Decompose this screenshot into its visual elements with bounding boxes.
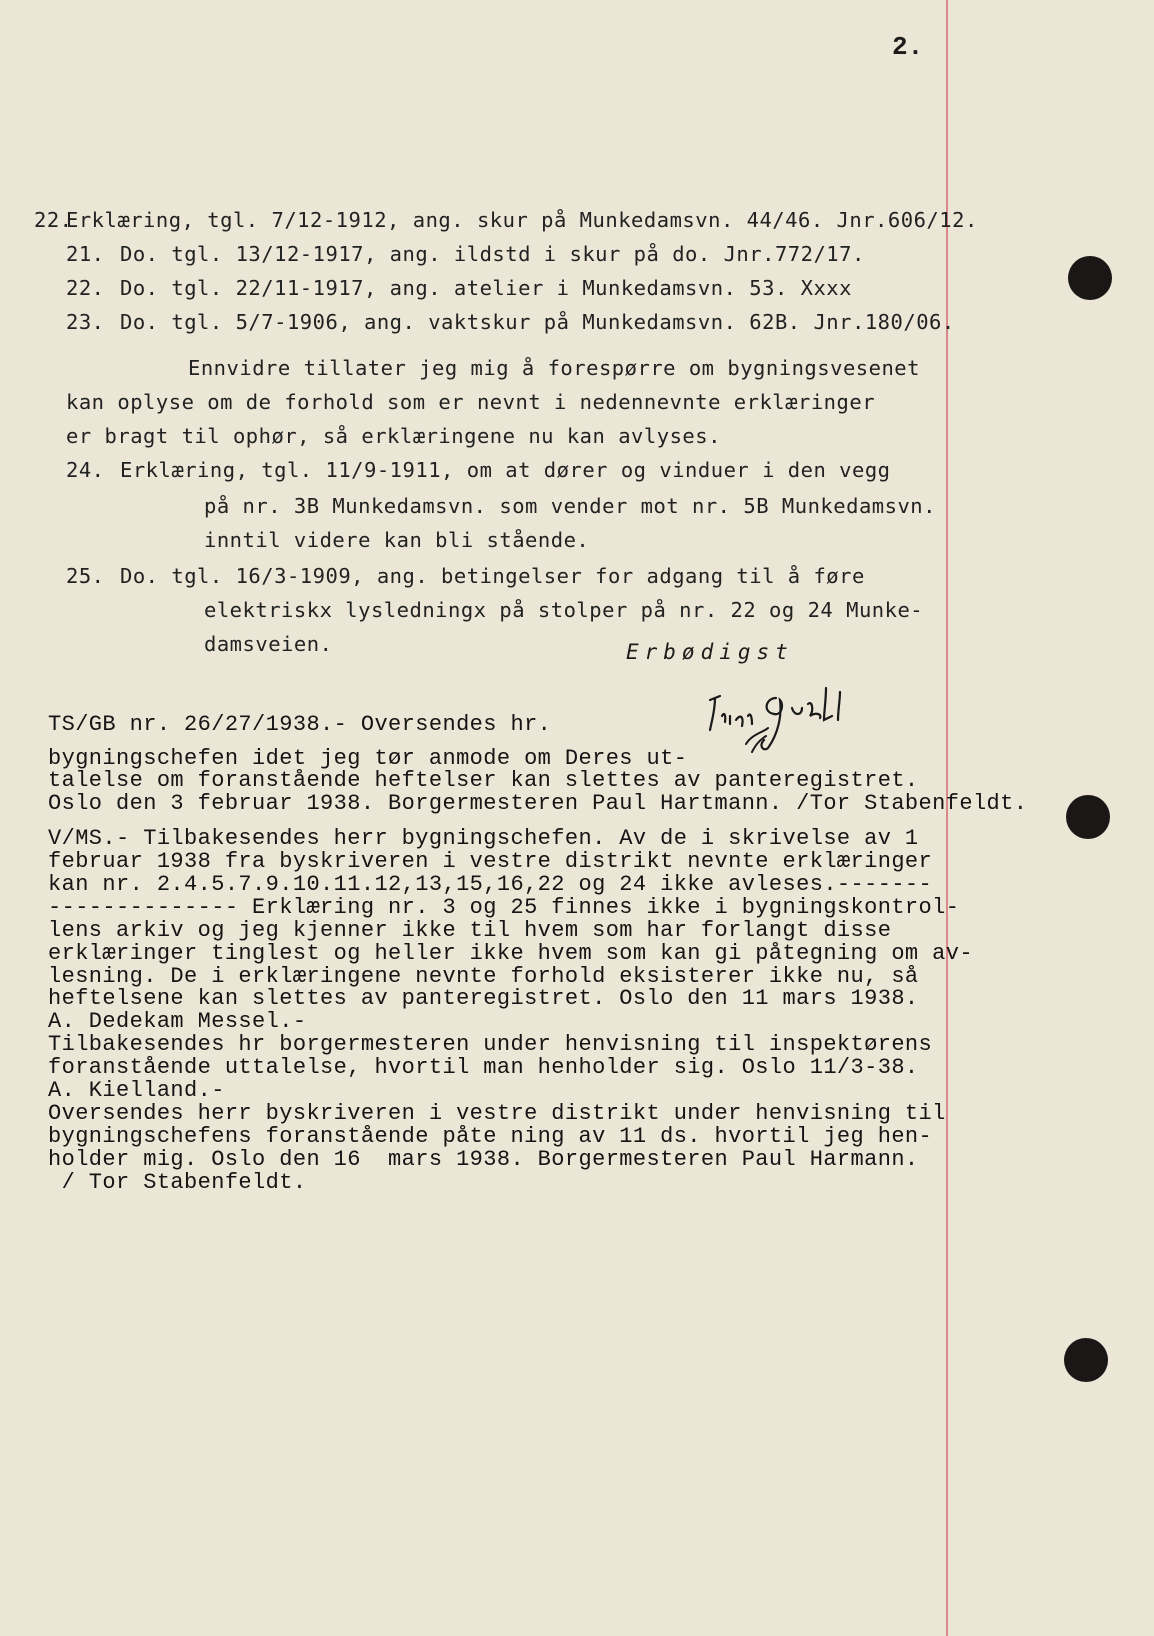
stamp-line: holder mig. Oslo den 16 mars 1938. Borgermesteren Paul Harmann. [48,1147,919,1172]
entry-line: Erklæring, tgl. 11/9-1911, om at dører og vinduer i den vegg [120,458,891,482]
entry-label: 22. [34,208,73,232]
stamp-line: Tilbakesendes hr borgermesteren under henvisning til inspektørens [48,1032,933,1057]
margin-rule [946,0,948,1636]
entry-line: elektriskx lysledningx på stolper på nr. 22 og 24 Munke- [204,598,924,622]
entry-line: Do. tgl. 16/3-1909, ang. betingelser for adgang til å føre [120,564,865,588]
paragraph-line: kan oplyse om de forhold som er nevnt i nedennevnte erklæringer [66,390,876,414]
stamp-line: heftelsene kan slettes av panteregistret. Oslo den 11 mars 1938. [48,986,919,1011]
entry-text: Erklæring, tgl. 7/12-1912, ang. skur på Munkedamsvn. 44/46. Jnr.606/12. [66,208,978,232]
entry-line: på nr. 3B Munkedamsvn. som vender mot nr. 5B Munkedamsvn. [204,494,936,518]
stamp-line: Oversendes herr byskriveren i vestre distrikt under henvisning til [48,1101,946,1126]
punch-hole-top [1068,256,1112,300]
stamp-line: Oslo den 3 februar 1938. Borgermesteren Paul Hartmann. /Tor Stabenfeldt. [48,791,1028,816]
page-number: 2. [892,32,924,62]
stamp-line: A. Dedekam Messel.- [48,1009,307,1034]
entry-label: 21. [66,242,105,266]
stamp-line: lens arkiv og jeg kjenner ikke til hvem som har forlangt disse [48,918,892,943]
entry-text: Do. tgl. 5/7-1906, ang. vaktskur på Munkedamsvn. 62B. Jnr.180/06. [120,310,955,334]
signature [706,686,876,756]
paragraph-line: Ennvidre tillater jeg mig å forespørre om bygningsvesenet [188,356,920,380]
punch-hole-middle [1066,795,1110,839]
stamp-line: A. Kielland.- [48,1078,225,1103]
paragraph-line: er bragt til ophør, så erklæringene nu kan avlyses. [66,424,721,448]
closing-greeting: Erbødigst [626,640,794,664]
stamp-line: / Tor Stabenfeldt. [48,1170,307,1195]
entry-label: 24. [66,458,105,482]
entry-label: 25. [66,564,105,588]
stamp-line: TS/GB nr. 26/27/1938.- Oversendes hr. [48,712,552,737]
punch-hole-bottom [1064,1338,1108,1382]
entry-line: inntil videre kan bli stående. [204,528,590,552]
stamp-line: lesning. De i erklæringene nevnte forhold eksisterer ikke nu, så [48,964,919,989]
stamp-line: talelse om foranstående heftelser kan slettes av panteregistret. [48,768,919,793]
stamp-line: foranstående uttalelse, hvortil man henholder sig. Oslo 11/3-38. [48,1055,919,1080]
stamp-line: erklæringer tinglest og heller ikke hvem som kan gi påtegning om av- [48,941,973,966]
entry-text: Do. tgl. 22/11-1917, ang. atelier i Munkedamsvn. 53. Xxxx [120,276,852,300]
stamp-line: -------------- Erklæring nr. 3 og 25 finnes ikke i bygningskontrol- [48,895,960,920]
stamp-line: V/MS.- Tilbakesendes herr bygningschefen. Av de i skrivelse av 1 [48,826,919,851]
entry-line: damsveien. [204,632,333,656]
entry-text: Do. tgl. 13/12-1917, ang. ildstd i skur på do. Jnr.772/17. [120,242,865,266]
stamp-line: bygningschefens foranstående påte ning av 11 ds. hvortil jeg hen- [48,1124,933,1149]
stamp-line: bygningschefen idet jeg tør anmode om Deres ut- [48,746,688,771]
entry-label: 22. [66,276,105,300]
stamp-line: kan nr. 2.4.5.7.9.10.11.12,13,15,16,22 og 24 ikke avleses.------- [48,872,933,897]
entry-label: 23. [66,310,105,334]
stamp-line: februar 1938 fra byskriveren i vestre distrikt nevnte erklæringer [48,849,933,874]
